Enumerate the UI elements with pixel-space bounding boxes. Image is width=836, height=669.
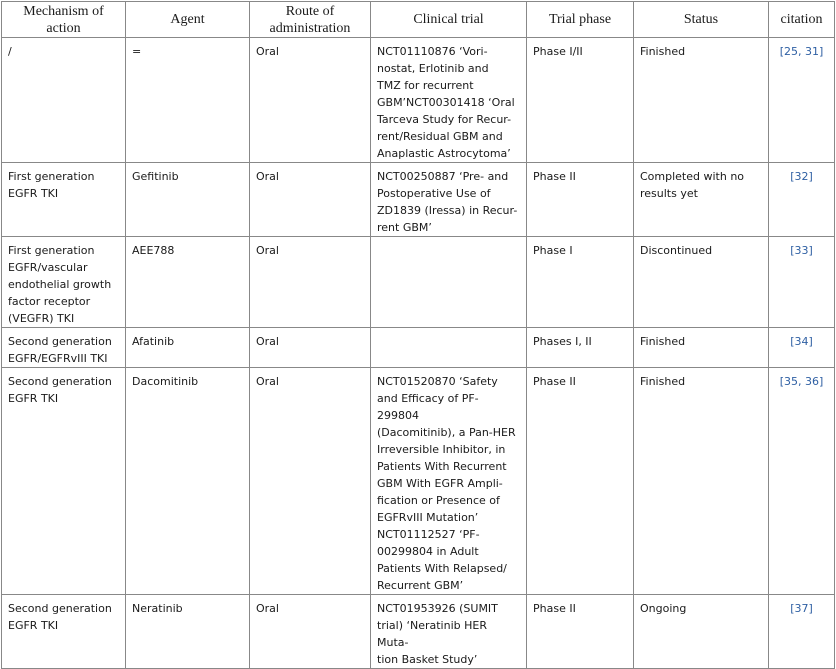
clinical-trial-line: NCT00250887 ‘Pre- and bbox=[377, 170, 509, 183]
trial-phase-cell: Phase I bbox=[527, 237, 634, 328]
citation-link[interactable]: [35, 36] bbox=[779, 375, 824, 388]
status-line: Ongoing bbox=[640, 602, 687, 615]
citation-link[interactable]: [25, 31] bbox=[779, 45, 824, 58]
clinical-trial-line: Recurrent GBM’ bbox=[377, 579, 464, 592]
clinical-trial-line: GBM’NCT00301418 ‘Oral bbox=[377, 96, 515, 109]
clinical-trial-line: Patients With Recurrent bbox=[377, 460, 507, 473]
mechanism-line: endothelial growth bbox=[8, 278, 112, 291]
agent-cell: Neratinib bbox=[126, 595, 250, 669]
citation-link[interactable]: [32] bbox=[790, 170, 813, 183]
table-row bbox=[2, 328, 835, 368]
agent-cell: AEE788 bbox=[126, 237, 250, 328]
citation-cell bbox=[769, 328, 835, 368]
clinical-trial-line: 00299804 in Adult bbox=[377, 545, 479, 558]
clinical-trial-line: nostat, Erlotinib and bbox=[377, 62, 489, 75]
route-cell: Oral bbox=[250, 595, 371, 669]
mechanism-cell bbox=[2, 328, 126, 368]
clinical-trial-line: NCT01112527 ‘PF- bbox=[377, 528, 480, 541]
trial-phase-cell: Phase I/II bbox=[527, 38, 634, 163]
table-row bbox=[2, 38, 835, 163]
mechanism-line: Second generation bbox=[8, 335, 112, 348]
header-route: Route of administration bbox=[250, 2, 371, 38]
clinical-trial-line: NCT01953926 (SUMIT bbox=[377, 602, 498, 615]
mechanism-line: EGFR TKI bbox=[8, 187, 59, 200]
status-cell bbox=[634, 595, 769, 669]
header-mechanism: Mechanism of action bbox=[2, 2, 126, 38]
clinical-trial-line: GBM With EGFR Ampli- bbox=[377, 477, 503, 490]
table-row bbox=[2, 368, 835, 595]
trial-phase-cell: Phase II bbox=[527, 368, 634, 595]
citation-link[interactable]: [34] bbox=[790, 335, 813, 348]
agent-cell: = bbox=[126, 38, 250, 163]
clinical-trial-line: EGFRvIII Mutation’ bbox=[377, 511, 479, 524]
clinical-trial-line: TMZ for recurrent bbox=[377, 79, 474, 92]
table-row bbox=[2, 595, 835, 669]
agent-cell: Afatinib bbox=[126, 328, 250, 368]
citation-cell bbox=[769, 38, 835, 163]
mechanism-line: EGFR TKI bbox=[8, 392, 59, 405]
mechanism-cell bbox=[2, 237, 126, 328]
agent-cell: Dacomitinib bbox=[126, 368, 250, 595]
citation-cell bbox=[769, 368, 835, 595]
mechanism-cell bbox=[2, 163, 126, 237]
status-cell bbox=[634, 368, 769, 595]
citation-cell bbox=[769, 163, 835, 237]
mechanism-line: Second generation bbox=[8, 602, 112, 615]
clinical-trial-line: fication or Presence of bbox=[377, 494, 500, 507]
status-line: Finished bbox=[640, 335, 686, 348]
header-clinical-trial: Clinical trial bbox=[371, 2, 527, 38]
clinical-trial-line: (Dacomitinib), a Pan-HER bbox=[377, 426, 516, 439]
status-cell bbox=[634, 163, 769, 237]
mechanism-line: EGFR/vascular bbox=[8, 261, 88, 274]
mechanism-line: EGFR/EGFRvIII TKI bbox=[8, 352, 108, 365]
mechanism-cell bbox=[2, 368, 126, 595]
mechanism-line: / bbox=[8, 45, 12, 58]
table-row bbox=[2, 163, 835, 237]
mechanism-line: Second generation bbox=[8, 375, 112, 388]
mechanism-line: First generation bbox=[8, 170, 95, 183]
mechanism-line: (VEGFR) TKI bbox=[8, 312, 75, 325]
clinical-trials-table bbox=[1, 1, 835, 669]
route-cell: Oral bbox=[250, 38, 371, 163]
status-cell bbox=[634, 328, 769, 368]
citation-link[interactable]: [33] bbox=[790, 244, 813, 257]
clinical-trial-line: trial) ‘Neratinib HER Muta- bbox=[377, 619, 487, 649]
header-row bbox=[2, 2, 835, 38]
mechanism-line: EGFR TKI bbox=[8, 619, 59, 632]
status-cell bbox=[634, 237, 769, 328]
mechanism-cell bbox=[2, 595, 126, 669]
clinical-trial-line: NCT01110876 ‘Vori- bbox=[377, 45, 488, 58]
clinical-trial-cell bbox=[371, 328, 527, 368]
table-row bbox=[2, 237, 835, 328]
status-line: Finished bbox=[640, 45, 686, 58]
clinical-trial-line: Postoperative Use of bbox=[377, 187, 491, 200]
route-cell: Oral bbox=[250, 237, 371, 328]
citation-cell bbox=[769, 237, 835, 328]
header-status: Status bbox=[634, 2, 769, 38]
trial-phase-cell: Phases I, II bbox=[527, 328, 634, 368]
clinical-trial-line: and Efficacy of PF-299804 bbox=[377, 392, 479, 422]
mechanism-line: factor receptor bbox=[8, 295, 91, 308]
clinical-trial-line: NCT01520870 ‘Safety bbox=[377, 375, 498, 388]
trial-phase-cell: Phase II bbox=[527, 595, 634, 669]
clinical-trial-cell bbox=[371, 163, 527, 237]
route-cell: Oral bbox=[250, 163, 371, 237]
header-citation: citation bbox=[769, 2, 835, 38]
status-line: Completed with no bbox=[640, 170, 745, 183]
trial-phase-cell: Phase II bbox=[527, 163, 634, 237]
status-line: Discontinued bbox=[640, 244, 713, 257]
clinical-trial-line: Patients With Relapsed/ bbox=[377, 562, 507, 575]
mechanism-line: First generation bbox=[8, 244, 95, 257]
clinical-trial-line: ZD1839 (Iressa) in Recur- bbox=[377, 204, 518, 217]
header-trial-phase: Trial phase bbox=[527, 2, 634, 38]
clinical-trial-line: Tarceva Study for Recur- bbox=[377, 113, 512, 126]
clinical-trial-cell bbox=[371, 38, 527, 163]
clinical-trial-line: Irreversible Inhibitor, in bbox=[377, 443, 506, 456]
citation-cell bbox=[769, 595, 835, 669]
mechanism-cell bbox=[2, 38, 126, 163]
clinical-trial-line: Anaplastic Astrocytoma’ bbox=[377, 147, 511, 160]
agent-cell: Gefitinib bbox=[126, 163, 250, 237]
clinical-trial-cell bbox=[371, 368, 527, 595]
route-cell: Oral bbox=[250, 328, 371, 368]
clinical-trial-line: rent GBM’ bbox=[377, 221, 432, 234]
status-cell bbox=[634, 38, 769, 163]
clinical-trial-line: rent/Residual GBM and bbox=[377, 130, 503, 143]
clinical-trial-line: tion Basket Study’ bbox=[377, 653, 478, 666]
status-line: results yet bbox=[640, 187, 698, 200]
route-cell: Oral bbox=[250, 368, 371, 595]
status-line: Finished bbox=[640, 375, 686, 388]
clinical-trial-cell bbox=[371, 237, 527, 328]
citation-link[interactable]: [37] bbox=[790, 602, 813, 615]
header-agent: Agent bbox=[126, 2, 250, 38]
clinical-trial-cell bbox=[371, 595, 527, 669]
